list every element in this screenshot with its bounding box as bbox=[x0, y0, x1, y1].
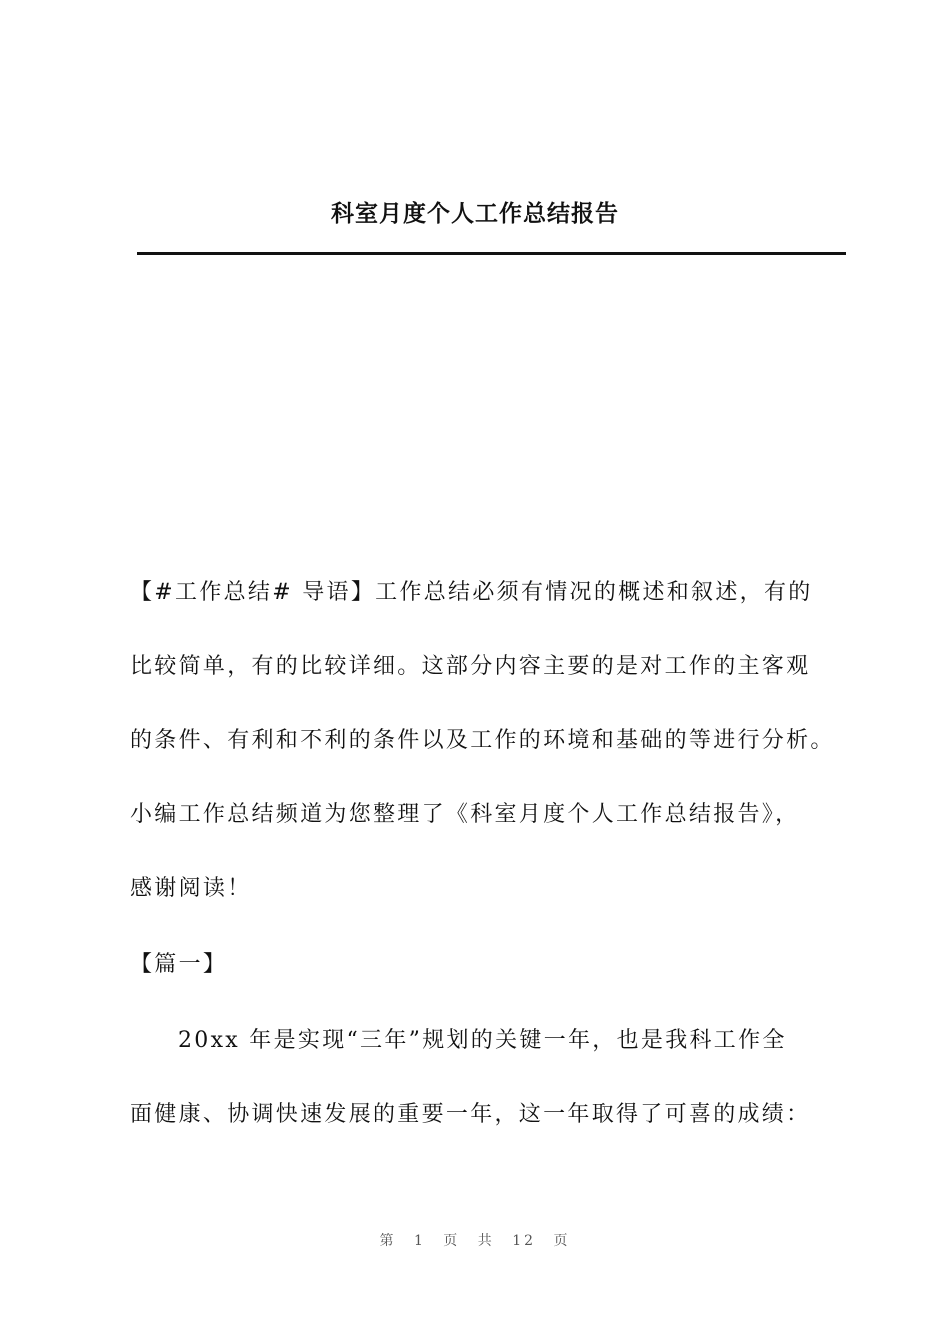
title-divider bbox=[137, 252, 846, 255]
page-number-footer: 第 1 页 共 12 页 bbox=[379, 1233, 571, 1249]
intro-line-5: 感谢阅读！ bbox=[130, 876, 252, 901]
intro-line-2: 比较简单，有的比较详细。这部分内容主要的是对工作的主客观 bbox=[130, 654, 811, 679]
document-title: 科室月度个人工作总结报告 bbox=[331, 201, 619, 227]
paragraph-line-1: 20xx 年是实现“三年”规划的关键一年，也是我科工作全 bbox=[178, 1028, 787, 1053]
intro-line-4: 小编工作总结频道为您整理了《科室月度个人工作总结报告》， bbox=[130, 802, 800, 827]
paragraph-line-2: 面健康、协调快速发展的重要一年，这一年取得了可喜的成绩： bbox=[130, 1102, 811, 1127]
section-heading: 【篇一】 bbox=[130, 952, 228, 977]
intro-line-1: 【#工作总结# 导语】工作总结必须有情况的概述和叙述，有的 bbox=[130, 580, 813, 605]
intro-line-3: 的条件、有利和不利的条件以及工作的环境和基础的等进行分析。 bbox=[130, 728, 835, 753]
